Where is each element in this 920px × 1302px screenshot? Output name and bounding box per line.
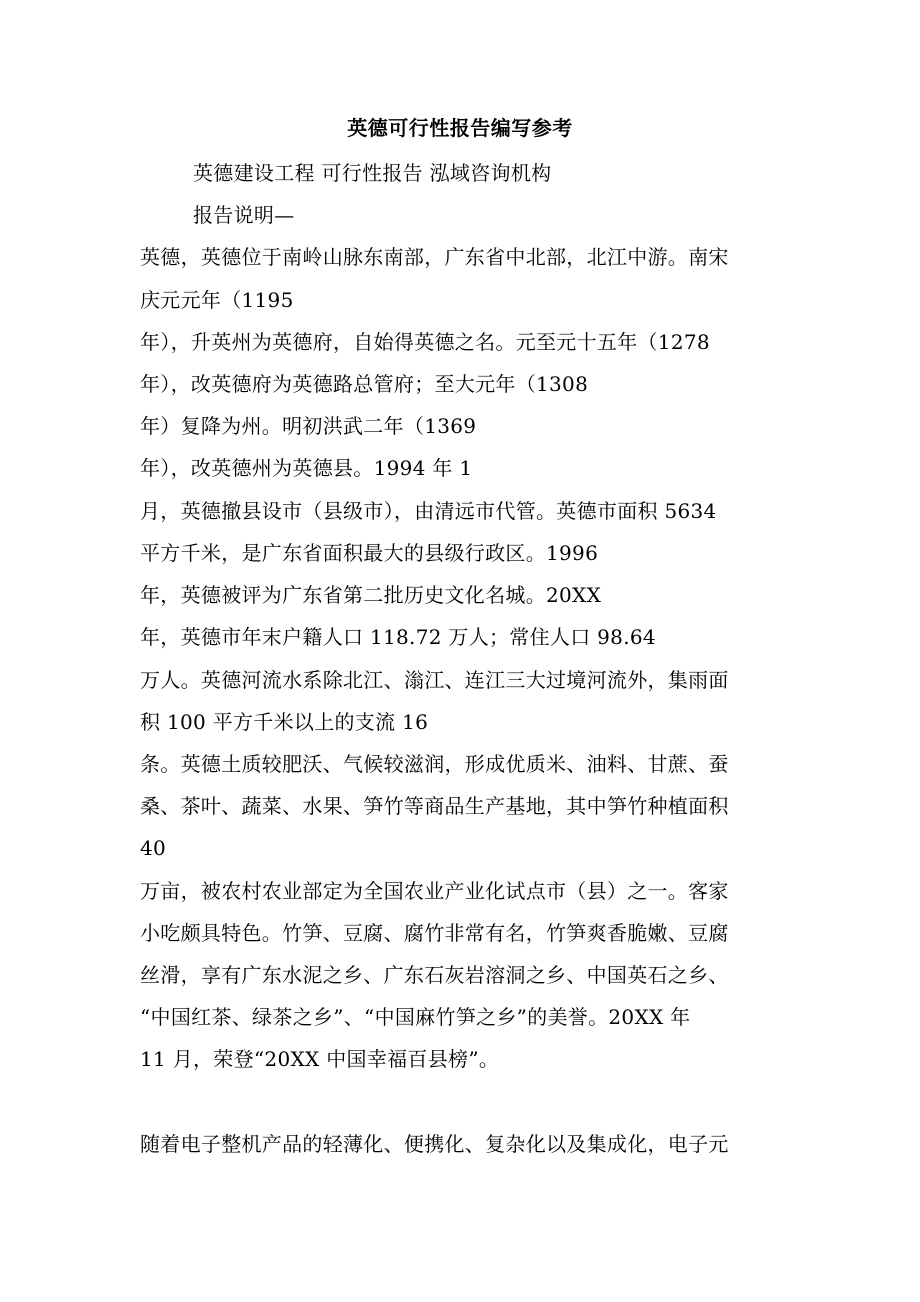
body-line: 40 [140,836,167,860]
body-line: 年），升英州为英德府，自始得英德之名。元至元十五年（1278 [140,330,710,354]
body-line: 年，英德市年末户籍人口 118.72 万人；常住人口 98.64 [140,625,656,649]
body-line: 庆元元年（1195 [140,288,294,312]
body-line: 年）复降为州。明初洪武二年（1369 [140,414,477,438]
body-line: 条。英德土质较肥沃、气候较滋润，形成优质米、油料、甘蔗、蚕 [140,752,729,776]
body-line: 桑、茶叶、蔬菜、水果、笋竹等商品生产基地，其中笋竹种植面积 [140,794,729,818]
body-line: 丝滑，享有广东水泥之乡、广东石灰岩溶洞之乡、中国英石之乡、 [140,963,729,987]
body-line: 英德，英德位于南岭山脉东南部，广东省中北部，北江中游。南宋 [140,245,729,269]
body-line: 平方千米，是广东省面积最大的县级行政区。1996 [140,541,599,565]
document-title: 英德可行性报告编写参考 [347,116,573,140]
body-line: 年），改英德府为英德路总管府；至大元年（1308 [140,372,589,396]
body-line: 11 月，荣登“20XX 中国幸福百县榜”。 [140,1047,500,1071]
body-line: 月，英德撤县设市（县级市），由清远市代管。英德市面积 5634 [140,499,717,523]
next-paragraph-line: 随着电子整机产品的轻薄化、便携化、复杂化以及集成化，电子元 [140,1132,729,1156]
body-line: 积 100 平方千米以上的支流 16 [140,710,429,734]
body-line: 小吃颇具特色。竹笋、豆腐、腐竹非常有名，竹笋爽香脆嫩、豆腐 [140,921,729,945]
body-line: 万亩，被农村农业部定为全国农业产业化试点市（县）之一。客家 [140,879,729,903]
body-line: 万人。英德河流水系除北江、滃江、连江三大过境河流外，集雨面 [140,668,729,692]
section-heading: 报告说明— [193,203,295,227]
body-line: “中国红茶、绿茶之乡”、“中国麻竹笋之乡”的美誉。20XX 年 [140,1005,691,1029]
body-line: 年），改英德州为英德县。1994 年 1 [140,456,473,480]
body-line: 年，英德被评为广东省第二批历史文化名城。20XX [140,583,602,607]
document-subtitle: 英德建设工程 可行性报告 泓域咨询机构 [193,161,552,185]
